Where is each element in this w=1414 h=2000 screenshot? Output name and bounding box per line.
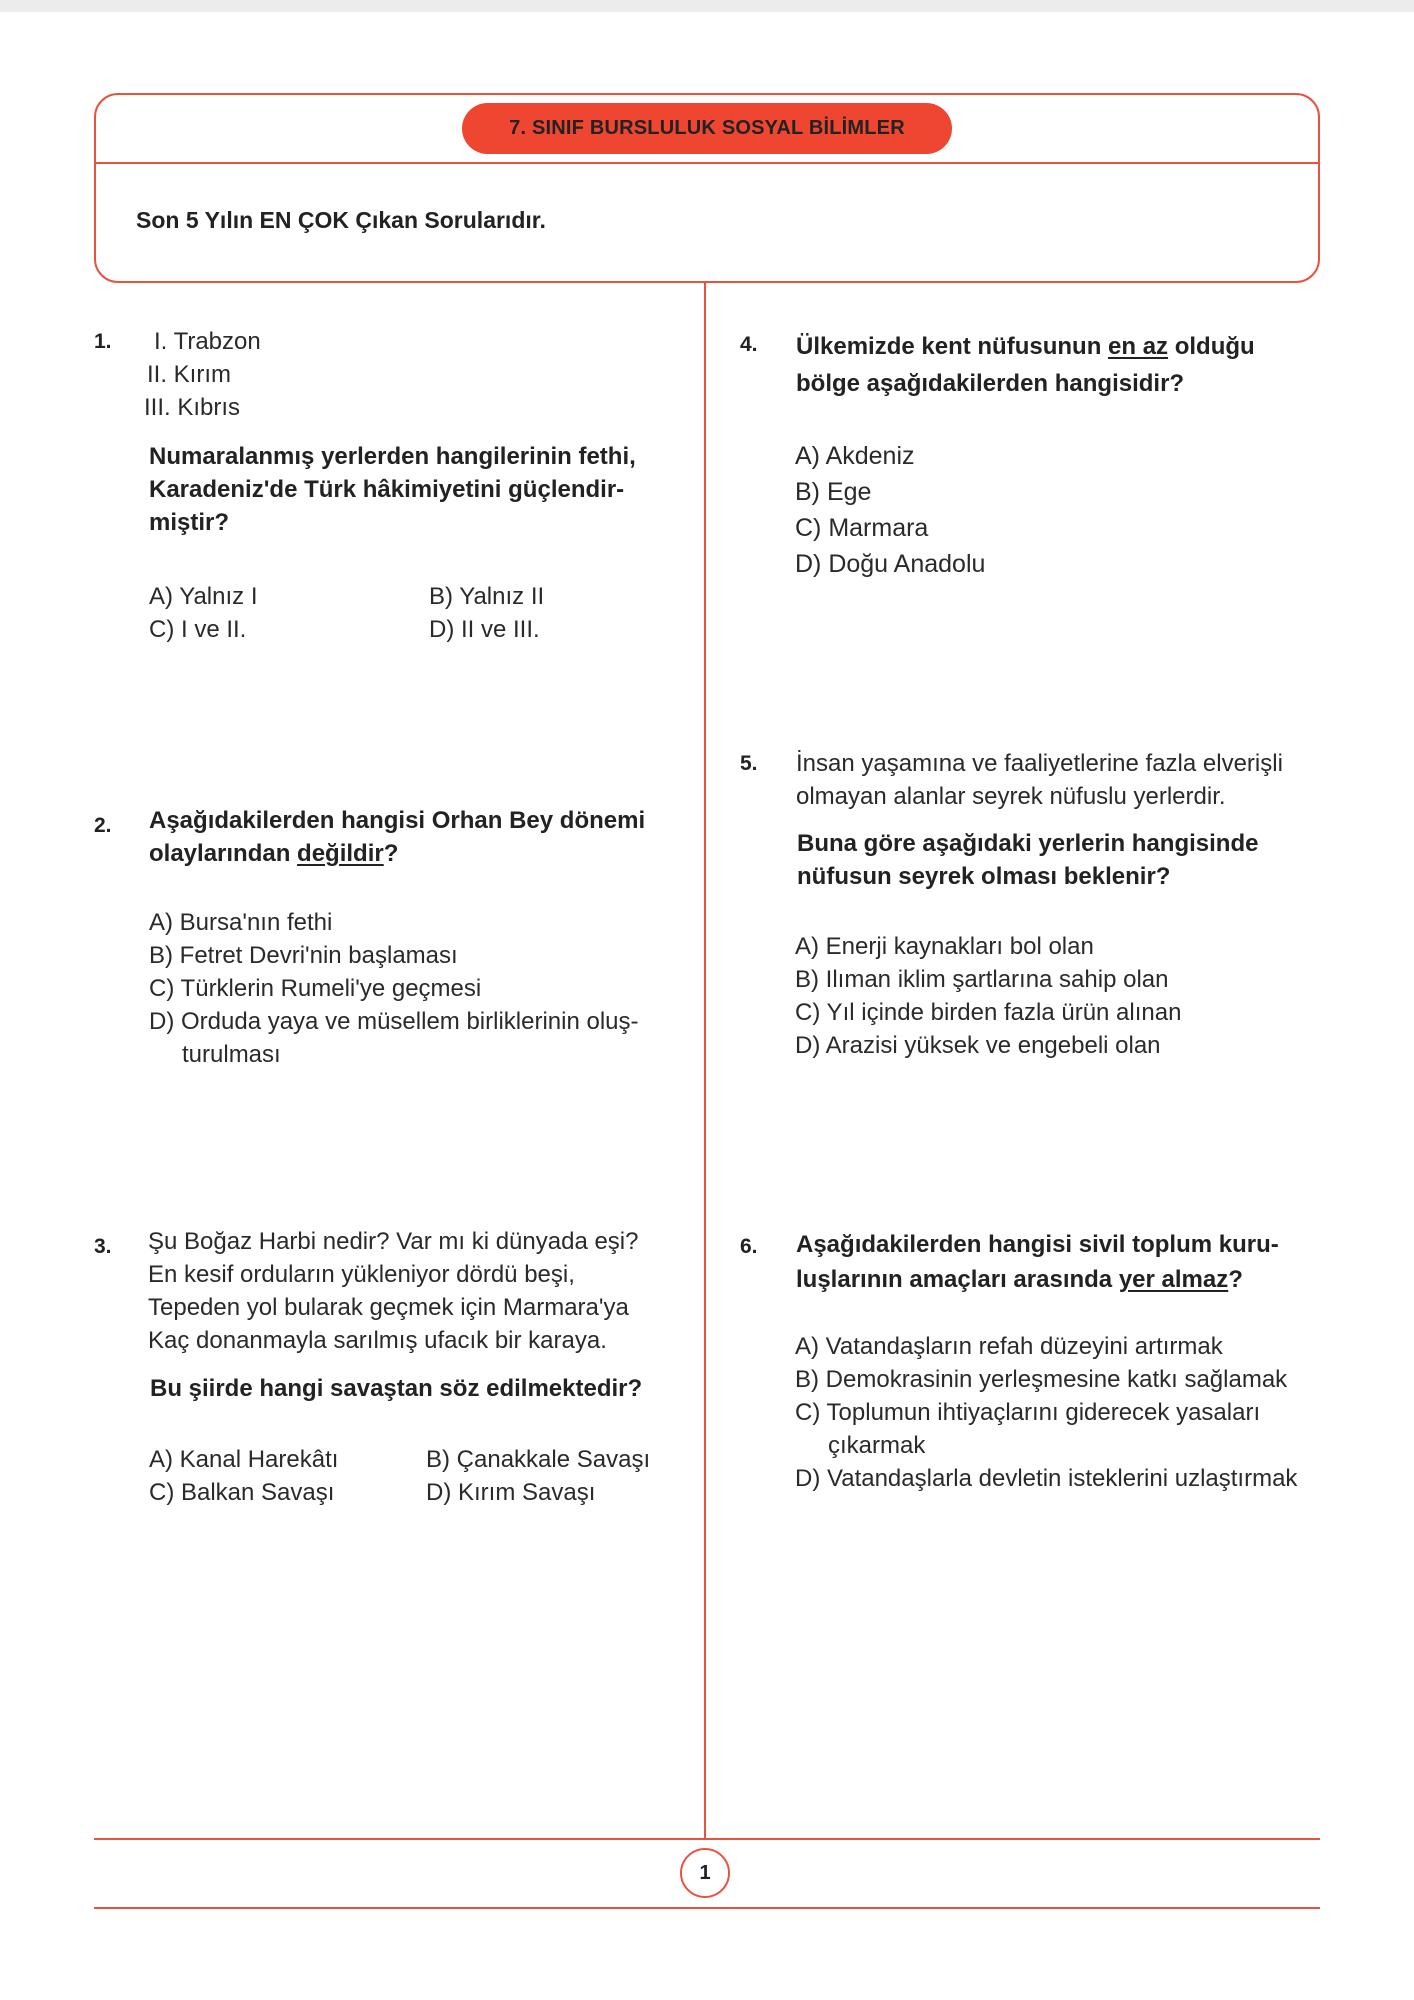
stem-text: ? [383,840,399,867]
item-2: II. Kırım [147,361,231,388]
stem-line: miştir? [149,509,230,536]
question-stem [796,1227,1279,1297]
option-b[interactable]: B) Çanakkale Savaşı [426,1446,651,1473]
stem-line: bölge aşağıdakilerden hangisidir? [796,370,1185,397]
stem-line: Numaralanmış yerlerden hangilerinin fethi, [149,443,636,470]
question-stem [149,804,645,870]
stem-emphasis: yer almaz [1118,1266,1229,1293]
question-stem: Bu şiirde hangi savaştan söz edilmektedir? [150,1375,643,1402]
option-c[interactable]: C) Toplumun ihtiyaçlarını giderecek yasaları [795,1399,1261,1426]
question-number: 2. [94,814,112,837]
top-shade [0,0,1414,12]
poem-line: Kaç donanmayla sarılmış ufacık bir karaya. [148,1327,607,1354]
stem-text: Ülkemizde kent nüfusunun [796,333,1109,360]
answer-options [149,906,639,1071]
page-title: 7. SINIF BURSLULUK SOSYAL BİLİMLER [462,103,952,154]
intro-line: olmayan alanlar seyrek nüfuslu yerlerdir. [796,783,1226,810]
stem-line [796,1262,1279,1297]
option-c[interactable]: C) Balkan Savaşı [149,1479,335,1506]
answer-options [149,580,649,646]
page-subtitle: Son 5 Yılın EN ÇOK Çıkan Sorularıdır. [136,207,546,233]
option-b[interactable]: B) Yalnız II [429,583,545,610]
stem-text: ? [1228,1266,1243,1293]
option-d[interactable]: D) II ve III. [429,616,540,643]
stem-line [796,328,1255,365]
question-number: 4. [740,333,758,356]
option-d[interactable]: D) Vatandaşlarla devletin isteklerini uzlaştırmak [795,1465,1298,1492]
option-a[interactable]: A) Yalnız I [149,583,258,610]
poem-line: Şu Boğaz Harbi nedir? Var mı ki dünyada eşi? [148,1228,639,1255]
question-intro [796,747,1283,813]
stem-line: Aşağıdakilerden hangisi Orhan Bey dönemi [149,807,646,834]
option-c[interactable]: C) I ve II. [149,616,247,643]
stem-line [149,837,645,870]
poem-line: Tepeden yol bularak geçmek için Marmara'ya [148,1294,629,1321]
page-number: 1 [680,1848,730,1898]
answer-options [795,1330,1297,1495]
option-a[interactable]: A) Akdeniz [795,442,915,470]
option-b[interactable]: B) Demokrasinin yerleşmesine katkı sağlamak [795,1366,1288,1393]
question-number: 1. [94,330,112,353]
question-stem [796,328,1255,402]
stem-line: Buna göre aşağıdaki yerlerin hangisinde [797,830,1259,857]
intro-line: İnsan yaşamına ve faaliyetlerine fazla elverişli [796,750,1283,777]
stem-text: luşlarının amaçları arasında [796,1266,1119,1293]
question-number: 3. [94,1235,112,1258]
option-a[interactable]: A) Enerji kaynakları bol olan [795,933,1094,960]
stem-line: Aşağıdakilerden hangisi sivil toplum kuru- [796,1231,1279,1258]
header-divider [94,162,1320,164]
answer-options [149,1443,669,1509]
option-d[interactable]: D) Arazisi yüksek ve engebeli olan [795,1032,1161,1059]
stem-line: Karadeniz'de Türk hâkimiyetini güçlendir- [149,476,625,503]
column-divider [704,283,706,1838]
answer-options [795,930,1181,1062]
stem-line: nüfusun seyrek olması beklenir? [797,863,1171,890]
stem-emphasis: en az [1108,333,1169,360]
option-a[interactable]: A) Vatandaşların refah düzeyini artırmak [795,1333,1223,1360]
question-stem [797,827,1258,893]
stem-text: olaylarından [149,840,298,867]
option-b[interactable]: B) Ilıman iklim şartlarına sahip olan [795,966,1169,993]
poem [148,1225,639,1357]
item-1: I. Trabzon [154,328,261,355]
stem-emphasis: değildir [297,840,384,867]
option-d[interactable]: D) Orduda yaya ve müsellem birliklerinin oluş- [149,1008,639,1035]
option-c[interactable]: C) Marmara [795,514,929,542]
question-items [144,325,261,424]
option-c[interactable]: C) Yıl içinde birden fazla ürün alınan [795,999,1182,1026]
footer-rule-bottom [94,1907,1320,1909]
option-d[interactable]: D) Kırım Savaşı [426,1479,596,1506]
footer-rule-top [94,1838,1320,1840]
option-b[interactable]: B) Fetret Devri'nin başlaması [149,942,458,969]
item-3: III. Kıbrıs [144,394,241,421]
option-d[interactable]: D) Doğu Anadolu [795,550,986,578]
question-stem [149,440,636,539]
poem-line: En kesif orduların yükleniyor dördü beşi, [148,1261,575,1288]
stem-text: olduğu [1168,333,1255,360]
option-a[interactable]: A) Kanal Harekâtı [149,1446,339,1473]
option-c-continued: çıkarmak [828,1432,926,1459]
option-c[interactable]: C) Türklerin Rumeli'ye geçmesi [149,975,482,1002]
option-a[interactable]: A) Bursa'nın fethi [149,909,333,936]
question-number: 6. [740,1235,758,1258]
answer-options [795,438,985,582]
option-d-continued: turulması [182,1041,281,1068]
option-b[interactable]: B) Ege [795,478,872,506]
question-number: 5. [740,752,758,775]
